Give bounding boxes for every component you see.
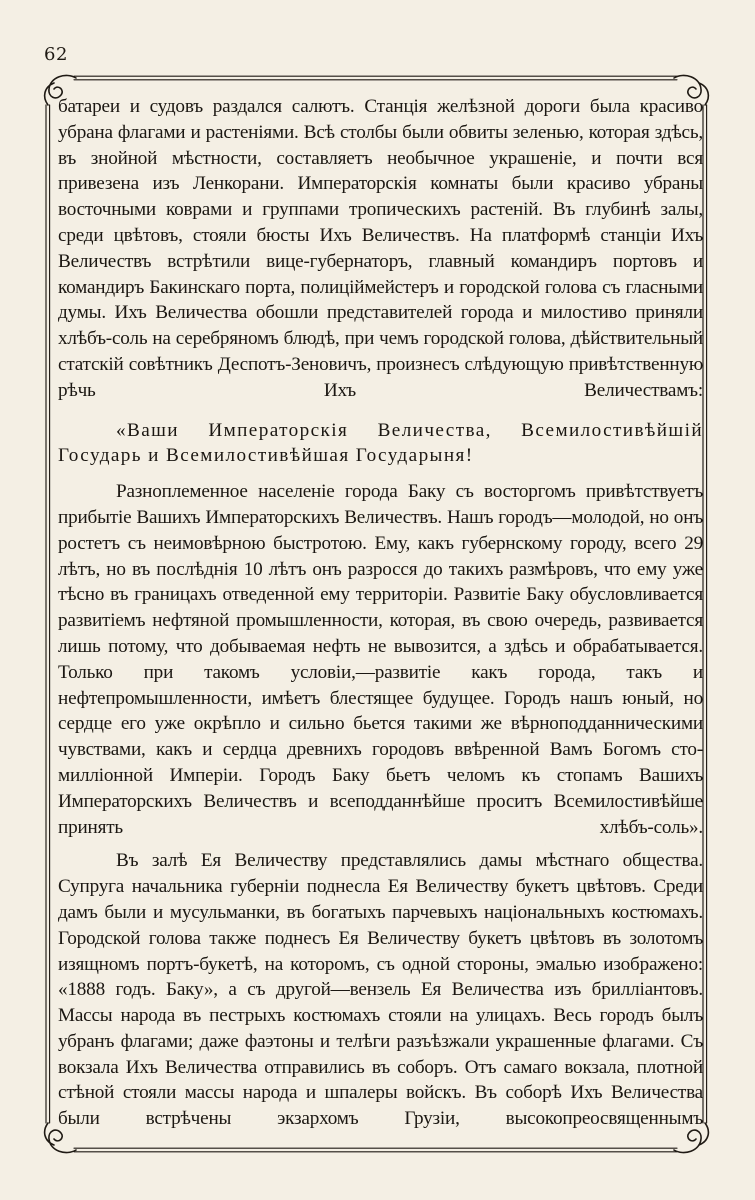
page-number: 62	[44, 44, 68, 65]
paragraph-address: «Ваши Императорскія Величества, Всемилостивѣйшій Государь и Всемилостивѣйшая Государыня!	[58, 419, 703, 467]
paragraph-reception: Въ залѣ Ея Величеству представлялись дамы мѣстнаго общества. Супруга начальника губерніи поднесла Ея Величеству букетъ цвѣтовъ. Среди дамъ были и мусульманки, въ богатыхъ парчевыхъ національныхъ костюмахъ. Городской голова также поднесъ Ея Величеству букетъ цвѣтовъ въ золотомъ изящномъ портъ-букетѣ, на которомъ, съ одной стороны, эмалью изображено: «1888 годъ. Баку», а съ другой—вензель Ея Величества изъ брилліантовъ. Массы народа въ пестрыхъ костюмахъ стояли на улицахъ. Весь городъ былъ убранъ флагами; даже фаэтоны и телѣги разъѣзжали украшенные флагами. Съ вокзала Ихъ Величества отправились въ соборъ. Отъ самаго вокзала, плотной стѣной стояли массы народа и шпалеры войскъ. Въ соборѣ Ихъ Величества были встрѣчены экзархомъ Грузіи, высокопреосвященнымъ	[58, 850, 703, 1130]
main-text	[58, 94, 703, 1132]
paragraph-station: батареи и судовъ раздался салютъ. Станція желѣзной дороги была красиво убрана флагами и растеніями. Всѣ столбы были обвиты зеленью, которая здѣсь, въ знойной мѣстности, составляетъ необычное украшеніе, и почти вся привезена изъ Ленкорани. Императорскія комнаты были красиво убраны восточными коврами и группами тропическихъ растеній. Въ глубинѣ залы, среди цвѣтовъ, стояли бюсты Ихъ Величествъ. На платформѣ станціи Ихъ Величествъ встрѣтили вице-губернаторъ, главный командиръ портовъ и командиръ Бакинскаго порта, полиціймейстеръ и городской голова съ гласными думы. Ихъ Величества обошли представителей города и милостиво приняли хлѣбъ-соль на серебряномъ блюдѣ, при чемъ городской голова, дѣйствительный статскій совѣтникъ Деспотъ-Зеновичъ, произнесъ слѣдующую привѣтственную рѣчь Ихъ Величествамъ:	[58, 96, 703, 401]
paragraph-speech: Разноплеменное населеніе города Баку съ восторгомъ привѣтствуетъ прибытіе Вашихъ Императорскихъ Величествъ. Нашъ городъ—молодой, но онъ ростетъ съ неимовѣрною быстротою. Ему, какъ губернскому городу, всего 29 лѣтъ, но въ послѣднія 10 лѣтъ онъ разросся до такихъ размѣровъ, что ему уже тѣсно въ границахъ отведенной ему территоріи. Развитіе Баку обусловливается развитіемъ нефтяной промышленности, которая, въ свою очередь, развивается лишь потому, что добываемая нефть не вывозится, а здѣсь и обрабатывается. Только при такомъ условіи,—развитіе какъ города, такъ и нефтепромышленности, имѣетъ блестящее будущее. Городъ нашъ юный, но сердце его уже окрѣпло и сильно бьется такими же вѣрноподданническими чувствами, какъ и сердца древнихъ городовъ ввѣренной Вамъ Богомъ сто-милліонной Имперіи. Городъ Баку бьетъ челомъ къ стопамъ Вашихъ Императорскихъ Величествъ и всеподданнѣйше проситъ Всемилостивѣйше принять хлѣбъ-соль».	[58, 481, 703, 838]
